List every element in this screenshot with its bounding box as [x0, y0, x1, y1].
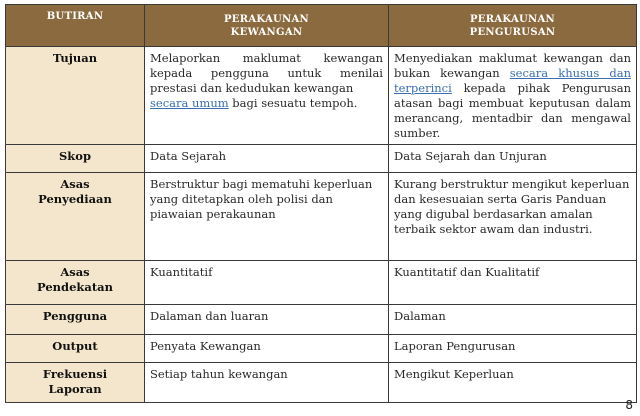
- header-pengurusan-line2: PENGURUSAN: [469, 26, 556, 38]
- label-frekuensi-laporan: [6, 363, 145, 403]
- page-number: 8: [625, 398, 633, 412]
- label-asas-pendekatan: [6, 261, 145, 305]
- row-output: [6, 335, 637, 363]
- link-secara-umum[interactable]: secara umum: [150, 96, 229, 110]
- header-perakaunan-kewangan: [145, 5, 389, 47]
- label-frekuensi-line1: Frekuensi: [42, 367, 108, 381]
- tujuan-kewangan-text-end: bagi sesuatu tempoh.: [232, 96, 358, 110]
- skop-pengurusan: Data Sejarah dan Unjuran: [389, 145, 637, 173]
- label-asas-pendekatan-line1: Asas: [60, 265, 90, 279]
- header-kewangan-line2: KEWANGAN: [230, 26, 303, 38]
- header-row: [6, 5, 637, 47]
- output-pengurusan: Laporan Pengurusan: [389, 335, 637, 363]
- pengguna-kewangan: Dalaman dan luaran: [145, 305, 389, 335]
- asas-pendekatan-pengurusan: Kuantitatif dan Kualitatif: [389, 261, 637, 305]
- tujuan-pengurusan-text-end: kepada pihak Pengurusan atasan bagi membuat keputusan dalam merancang, mentadbir dan mengawal sumber.: [394, 81, 632, 140]
- label-asas-penyediaan-line1: Asas: [60, 177, 90, 191]
- label-pengguna: Pengguna: [6, 305, 145, 335]
- frekuensi-kewangan: Setiap tahun kewangan: [145, 363, 389, 403]
- tujuan-pengurusan: [389, 47, 637, 145]
- header-pengurusan-line1: PERAKAUNAN: [469, 13, 556, 25]
- tujuan-kewangan-text: Melaporkan maklumat kewangan kepada pengguna untuk menilai prestasi dan kedudukan kewangan: [150, 51, 383, 95]
- asas-penyediaan-kewangan: Berstruktur bagi mematuhi keperluan yang ditetapkan oleh polisi dan piawaian perakaunan: [145, 173, 389, 261]
- pengguna-pengurusan: Dalaman: [389, 305, 637, 335]
- frekuensi-pengurusan: Mengikut Keperluan: [389, 363, 637, 403]
- tujuan-kewangan: [145, 47, 389, 145]
- row-asas-penyediaan: [6, 173, 637, 261]
- header-perakaunan-pengurusan: [389, 5, 637, 47]
- header-butiran: BUTIRAN: [6, 5, 145, 47]
- label-asas-penyediaan: [6, 173, 145, 261]
- label-output: Output: [6, 335, 145, 363]
- label-frekuensi-line2: Laporan: [48, 382, 102, 396]
- asas-penyediaan-pengurusan: Kurang berstruktur mengikut keperluan dan kesesuaian serta Garis Panduan yang digubal berdasarkan amalan terbaik sektor awam dan industri.: [389, 173, 637, 261]
- comparison-table: [5, 4, 637, 403]
- tujuan-pengurusan-text: Menyediakan maklumat kewangan dan bukan kewangan: [394, 51, 631, 80]
- label-asas-penyediaan-line2: Penyediaan: [38, 192, 112, 206]
- row-asas-pendekatan: [6, 261, 637, 305]
- label-tujuan: Tujuan: [6, 47, 145, 145]
- link-secara-khusus[interactable]: secara khusus dan terperinci: [394, 66, 631, 95]
- row-tujuan: [6, 47, 637, 145]
- header-kewangan-line1: PERAKAUNAN: [223, 13, 310, 25]
- output-kewangan: Penyata Kewangan: [145, 335, 389, 363]
- skop-kewangan: Data Sejarah: [145, 145, 389, 173]
- row-frekuensi-laporan: [6, 363, 637, 403]
- label-asas-pendekatan-line2: Pendekatan: [37, 280, 113, 294]
- label-skop: Skop: [6, 145, 145, 173]
- row-pengguna: [6, 305, 637, 335]
- asas-pendekatan-kewangan: Kuantitatif: [145, 261, 389, 305]
- row-skop: [6, 145, 637, 173]
